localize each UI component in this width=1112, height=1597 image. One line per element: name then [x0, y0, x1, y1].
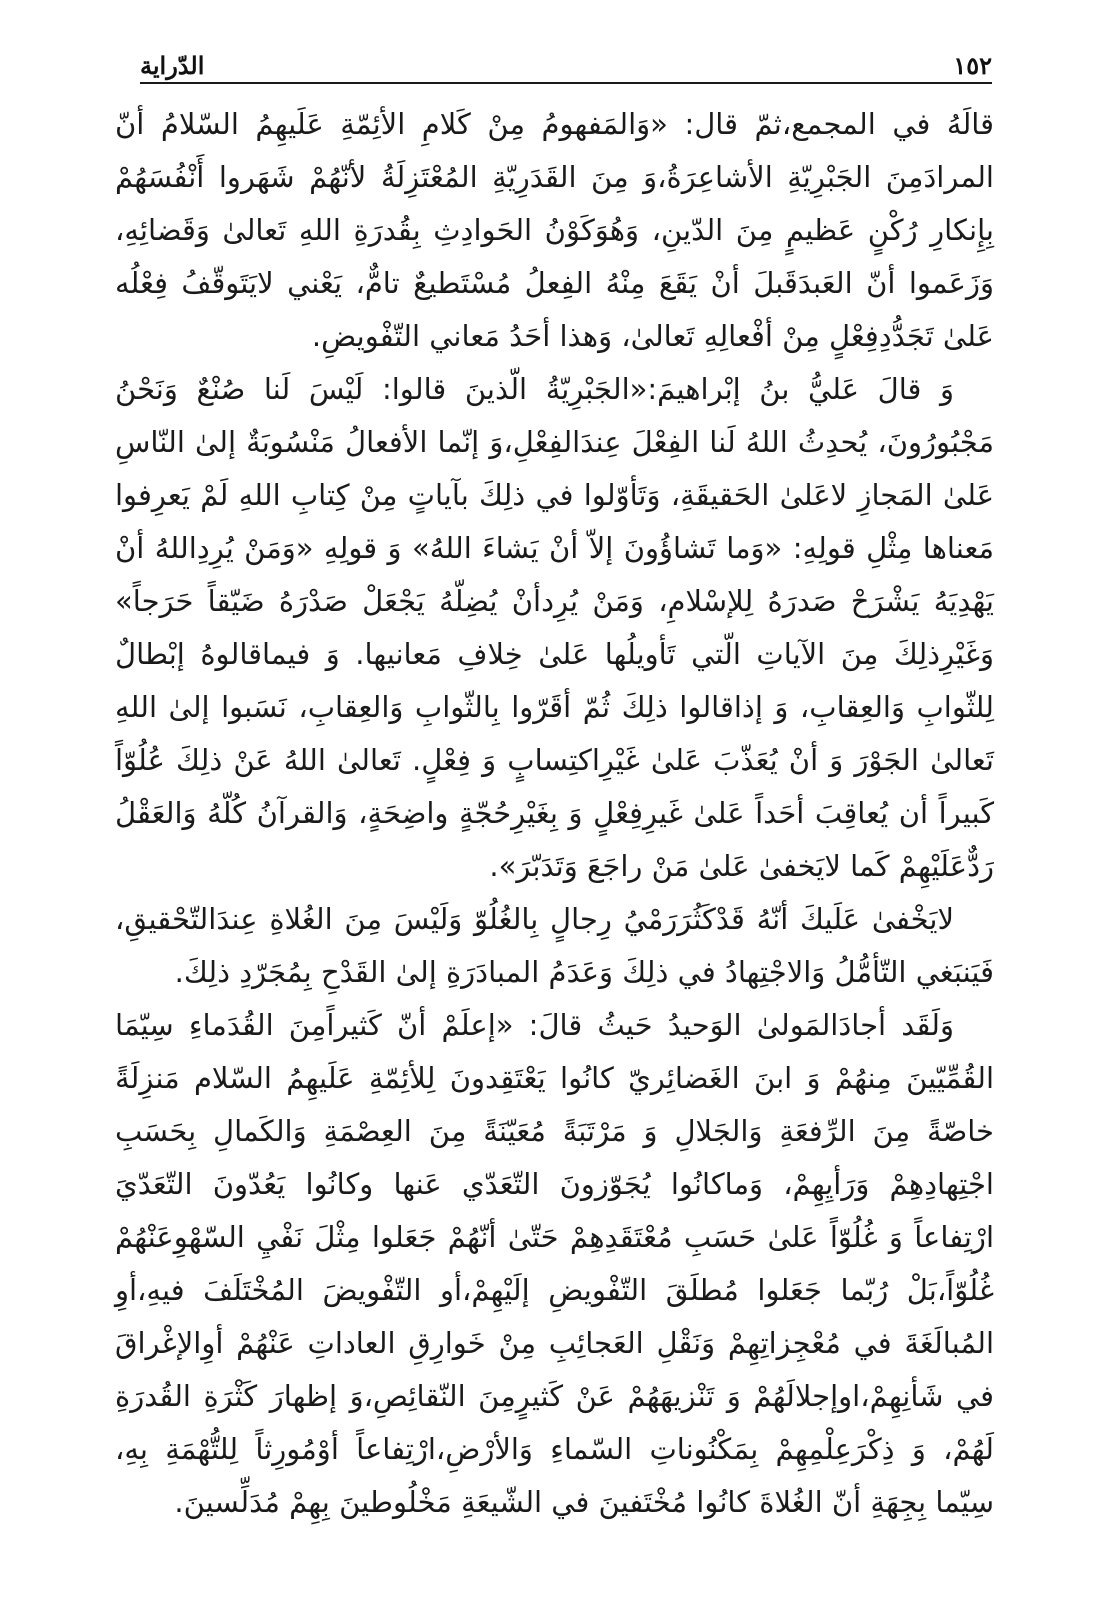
page-number: ١٥٢: [953, 51, 992, 80]
page-header: [140, 38, 992, 84]
paragraph: وَ قالَ عَليُّ بنُ إبْراهيمَ:«الجَبْرِيّةُ الّذينَ قالوا: لَيْسَ لَنا صُنْعٌ وَنَحْنُ مَجْبُورُونَ، يُحدِثُ اللهُ لَنا الفِعْلَ عِندَالفِعْلِ،وَ إنّما الأفعالُ مَنْسُوبَةٌ إلىٰ النّاسِ عَلىٰ المَجازِ لاعَلىٰ الحَقيقَةِ، وَتَأوّلوا في ذلِكَ بآياتٍ مِنْ كِتابِ اللهِ لَمْ يَعرِفوا مَعناها مِثْلِ قولِهِ: «وَما تَشاؤُونَ إلاّ أنْ يَشاءَ اللهُ» وَ قولِهِ «وَمَنْ يُرِدِاللهُ أنْ يَهْدِيَهُ يَشْرَحْ صَدرَهُ لِلإسْلامِ، وَمَنْ يُرِدأنْ يُضِلّهُ يَجْعَلْ صَدْرَهُ ضَيّقاً حَرَجاً» وَغَيْرِذلِكَ مِنَ الآياتِ الّتي تَأويلُها عَلىٰ خِلافِ مَعانيها. وَ فيماقالوهُ إبْطالٌ لِلثّوابِ وَالعِقابِ، وَ إذاقالوا ذلِكَ ثُمّ أقَرّوا بِالثّوابِ وَالعِقابِ، نَسَبوا إلىٰ اللهِ تَعالىٰ الجَوْرَ وَ أنْ يُعَذّبَ عَلىٰ غَيْرِاكتِسابٍ وَ فِعْلٍ. تَعالىٰ اللهُ عَنْ ذلِكَ عُلُوّاً كَبيراً أن يُعاقِبَ أحَداً عَلىٰ غَيرِفِعْلٍ وَ بِغَيْرِحُجّةٍ واضِحَةٍ، وَالقرآنُ كُلّهُ وَالعَقْلُ رَدٌّعَلَيْهِمْ كَما لايَخفىٰ عَلىٰ مَنْ راجَعَ وَتَدَبّرَ».: [115, 372, 994, 883]
running-title: الدّراية: [140, 51, 205, 80]
paragraph: وَلَقَد أجادَالمَولىٰ الوَحيدُ حَيثُ قالَ: «إعلَمْ أنّ كَثيراًمِنَ القُدَماءِ سِيّمَا القُمِّيّينَ مِنهُمْ وَ ابنَ الغَضائِريّ كانُوا يَعْتَقِدونَ لِلأئِمّةِ عَلَيهِمُ السّلام مَنزِلَةً خاصّةً مِنَ الرِّفعَةِ وَالجَلالِ وَ مَرْتَبَةً مُعَيّنَةً مِنَ العِصْمَةِ وَالكَمالِ بِحَسَبِ اجْتِهادِهِمْ وَرَأيِهِمْ، وَماكانُوا يُجَوّزونَ التّعَدّي عَنها وكانُوا يَعُدّونَ التّعَدّيَ ارْتِفاعاً وَ غُلُوّاً عَلىٰ حَسَبِ مُعْتَقَدِهِمْ حَتّىٰ أنّهُمْ جَعَلوا مِثْلَ نَفْيِ السّهْوِعَنْهُمْ غُلُوّاً،بَلْ رُبّما جَعَلوا مُطلَقَ التّفْويضِ إلَيْهِمْ،أو التّفْويضَ المُخْتَلَفَ فيهِ،أوِ المُبالَغَةَ في مُعْجِزاتِهِمْ وَنَقْلِ العَجائِبِ مِنْ خَوارِقِ العاداتِ عَنْهُمْ أوِالإغْراقَ في شَأنِهِمْ،اوإجلالَهُمْ وَ تَنْزيهَهُمْ عَنْ كَثيرٍمِنَ النّقائِصِ،وَ إظهارَ كَثْرَةِ القُدرَةِ لَهُمْ، وَ ذِكْرَعِلْمِهِمْ بِمَكْنُوناتِ السّماءِ وَالأرْضِ،ارْتِفاعاً أوْمُورِثاً لِلتُّهْمَةِ بِهِ، سِيّما بِجِهَةِ أنّ الغُلاةَ كانُوا مُخْتَفينَ في الشّيعَةِ مَخْلُوطينَ بِهِمْ مُدَلِّسينَ.: [115, 1008, 994, 1519]
paragraph: لايَخْفىٰ عَلَيكَ أنّهُ قَدْكَثُرَرَمْيُ رِجالٍ بِالغُلُوّ وَلَيْسَ مِنَ الغُلاةِ عِندَالتّحْقيقِ، فَيَنبَغي التّأمُّلُ وَالاجْتِهادُ في ذلِكَ وَعَدَمُ المبادَرَةِ إلىٰ القَدْحِ بِمُجَرّدِ ذلِكَ.: [115, 902, 994, 989]
body-text: [115, 98, 994, 1529]
paragraph: قالَهُ في المجمع،ثمّ قال: «وَالمَفهومُ مِنْ كَلامِ الأئِمّةِ عَلَيهِمُ السّلامُ أنّ المرادَمِنَ الجَبْرِيّةِ الأشاعِرَةُ،وَ مِنَ القَدَرِيّةِ المُعْتَزِلَةُ لأنّهُمْ شَهَروا أَنْفُسَهُمْ بِإِنكارِ رُكْنٍ عَظيمٍ مِنَ الدّينِ، وَهُوَكَوْنُ الحَوادِثِ بِقُدرَةِ اللهِ تَعالىٰ وَقَضائِهِ، وَزَعَموا أنّ العَبدَقَبلَ أنْ يَقَعَ مِنْهُ الفِعلُ مُسْتَطيعٌ تامٌّ، يَعْني لايَتَوقّفُ فِعْلُه عَلىٰ تَجَدُّدِفِعْلٍ مِنْ أفْعالِهِ تَعالىٰ، وَهذا أحَدُ مَعاني التّفْويضِ.: [115, 107, 994, 353]
